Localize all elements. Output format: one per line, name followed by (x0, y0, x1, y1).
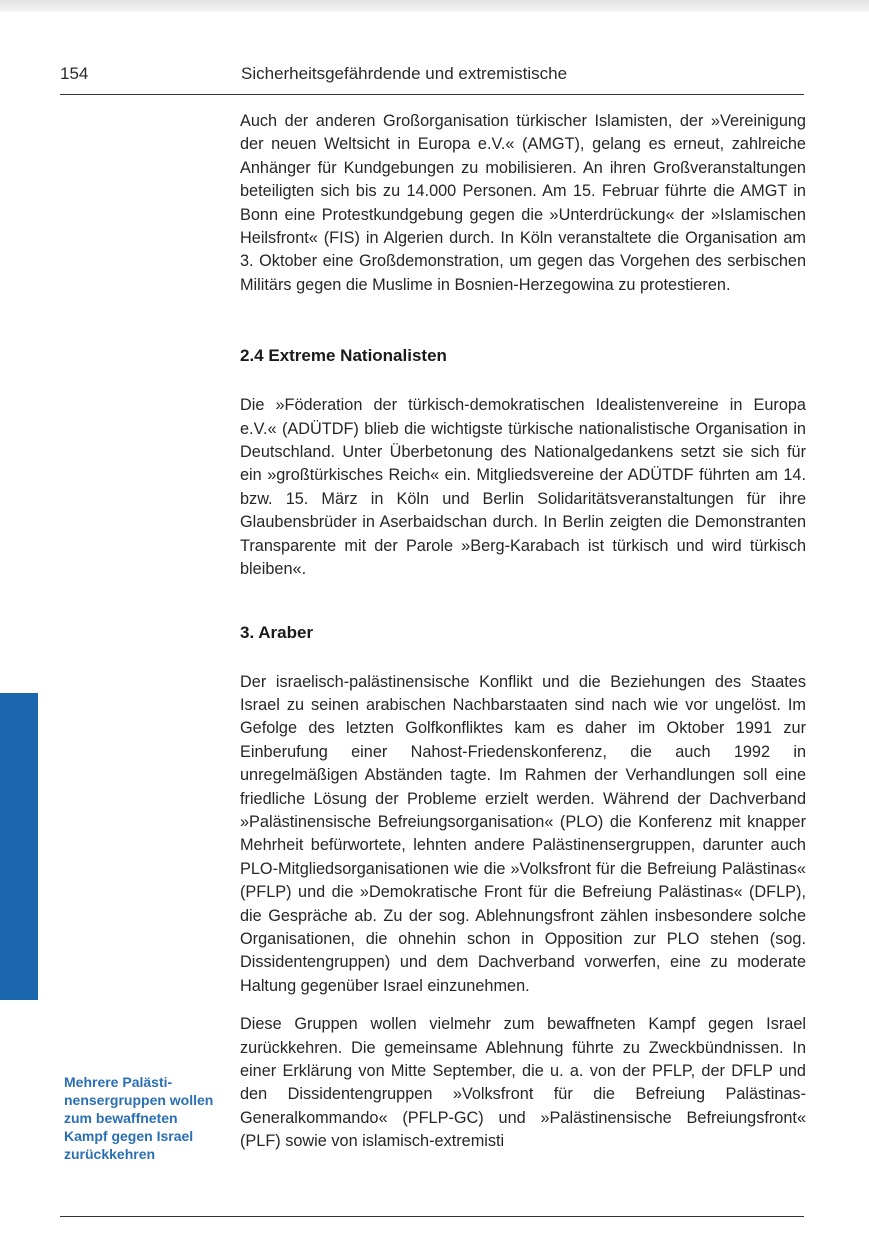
section-heading-extreme-nationalisten: 2.4 Extreme Nationalisten (240, 346, 447, 366)
header-rule (60, 94, 804, 95)
section-heading-araber: 3. Araber (240, 622, 314, 642)
paragraph-nahost-konflikt: Der israelisch-palästinensische Konflikt und die Beziehungen des Staates Israel zu seinen arabischen Nachbarstaaten sind nach wie vor ungelöst. Im Gefolge des letzten Golfkonfliktes kam es daher im Oktober 1991 zur Einberufung einer Nahost-Friedenskonferenz, die auch 1992 in unregelmäßigen Abständen tagte. Im Rahmen der Verhandlungen soll eine friedliche Lösung der Probleme erzielt werden. Während der Dachverband »Palästinensische Befreiungsorganisation« (PLO) die Konferenz mit knapper Mehrheit befürwortete, lehnten andere Palästinensergruppen, darunter auch PLO-Mitgliedsorganisationen wie die »Volksfront für die Befreiung Palästinas« (PFLP) und die »Demokratische Front für die Befreiung Palästinas« (DFLP), die Gespräche ab. Zu der sog. Ablehnungsfront zählen insbesondere solche Organisationen, die ohnehin schon in Opposition zur PLO stehen (sog. Dissidentengruppen) und dem Dachverband vorwerfen, eine zu moderate Haltung gegenüber Israel einzunehmen. (240, 672, 806, 995)
running-head: Sicherheitsgefährdende und extremistische (241, 64, 568, 83)
margin-marker-bar (0, 693, 38, 1000)
margin-note: Mehrere Palästinensergruppen wollen zum bewaffneten Kampf gegen Israel zurückkehren (64, 1074, 214, 1162)
paragraph-amgt: Auch der anderen Großorganisation türkischer Islamisten, der »Vereinigung der neuen Weltsicht in Europa e.V.« (AMGT), gelang es erneut, zahlreiche Anhänger für Kundgebungen zu mobilisieren. An ihren Großveranstaltungen beteiligten sich bis zu 14.000 Personen. Am 15. Februar führte die AMGT in Bonn eine Protestkundgebung gegen die »Unterdrückung« der »Islamischen Heilsfront« (FIS) in Algerien durch. In Köln veranstaltete die Organisation am 3. Oktober eine Großdemonstration, um gegen das Vorgehen des serbischen Militärs gegen die Muslime in Bosnien-Herzegowina zu protestieren. (240, 112, 806, 294)
page-number: 154 (60, 64, 89, 83)
main-text-column (240, 110, 806, 1154)
paragraph-bewaffneter-kampf: Diese Gruppen wollen vielmehr zum bewaffneten Kampf gegen Israel zurückkehren. Die gemeinsame Ablehnung führte zu Zweckbündnissen. In einer Erklärung von Mitte September, die u. a. von der PFLP, der DFLP und den Dissidentengruppen »Volksfront für die Befreiung Palästinas-Generalkommando« (PFLP-GC) und »Palästinensische Befreiungsfront« (PLF) sowie von islamisch-extremisti (240, 1015, 806, 1151)
scan-edge (0, 0, 869, 12)
paragraph-aduetdf: Die »Föderation der türkisch-demokratischen Idealistenvereine in Europa e.V.« (ADÜTDF) blieb die wichtigste türkische nationalistische Organisation in Deutschland. Unter Überbetonung des Nationalgedankens setzt sie sich für ein »großtürkisches Reich« ein. Mitgliedsvereine der ADÜTDF führten am 14. bzw. 15. März in Köln und Berlin Solidaritätsveranstaltungen für ihre Glaubensbrüder in Aserbaidschan durch. In Berlin zeigten die Demonstranten Transparente mit der Parole »Berg-Karabach ist türkisch und wird türkisch bleiben«. (240, 396, 806, 579)
footer-rule (60, 1216, 804, 1217)
